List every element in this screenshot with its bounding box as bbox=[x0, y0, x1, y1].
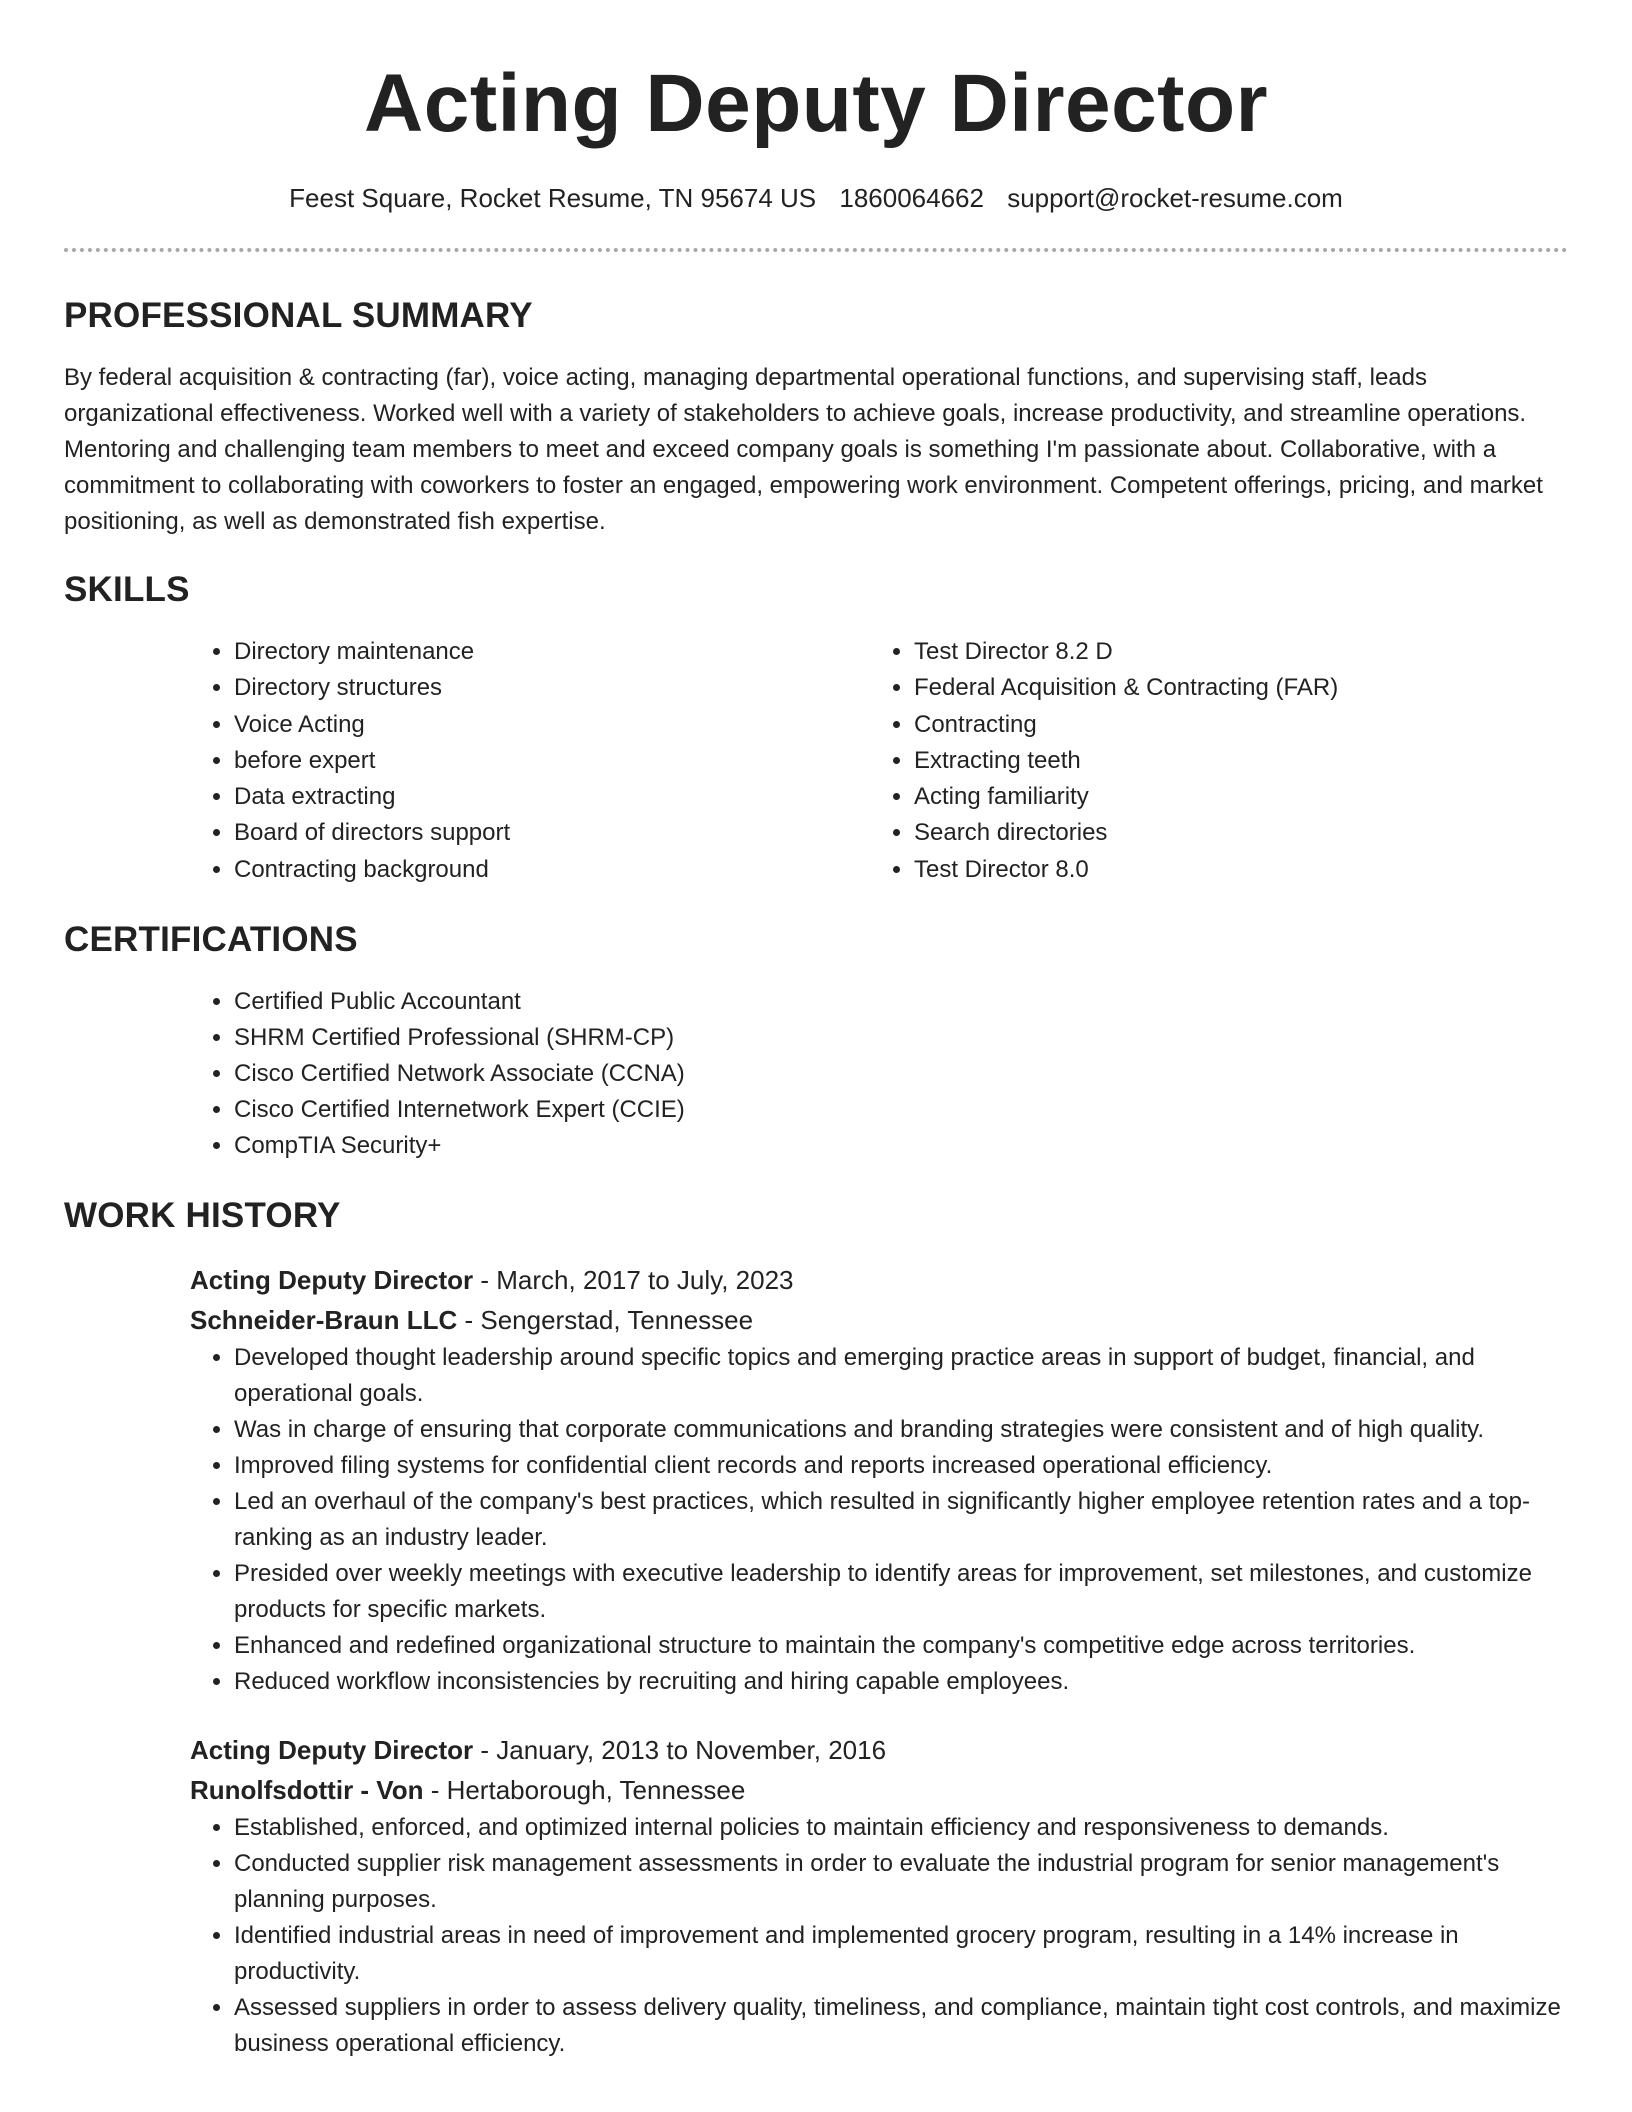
job-company-line bbox=[190, 1300, 1568, 1340]
candidate-name: Acting Deputy Director bbox=[364, 58, 1268, 149]
job-company-line bbox=[190, 1770, 1568, 1810]
list-item: • Conducted supplier risk management assessments in order to evaluate the industrial program for senior management's planning purposes. bbox=[234, 1846, 1568, 1918]
skills-column-left bbox=[190, 634, 870, 888]
list-item: • Led an overhaul of the company's best practices, which resulted in significantly higher employee retention rates and a top-ranking as an industry leader. bbox=[234, 1484, 1568, 1556]
list-item: • Federal Acquisition & Contracting (FAR) bbox=[914, 670, 1550, 706]
list-item: • Cisco Certified Network Associate (CCNA) bbox=[234, 1056, 1568, 1092]
list-item: • Reduced workflow inconsistencies by recruiting and hiring capable employees. bbox=[234, 1664, 1568, 1700]
list-item: • Identified industrial areas in need of improvement and implemented grocery program, resulting in a 14% increase in productivity. bbox=[234, 1918, 1568, 1990]
list-item: • Improved filing systems for confidential client records and reports increased operational efficiency. bbox=[234, 1448, 1568, 1484]
job-company: Runolfsdottir - Von bbox=[190, 1775, 424, 1806]
list-item: • Directory maintenance bbox=[234, 634, 870, 670]
list-item: • Contracting bbox=[914, 707, 1550, 743]
header-divider bbox=[64, 248, 1568, 252]
job-role: Acting Deputy Director bbox=[190, 1265, 474, 1296]
skills-list-right bbox=[870, 634, 1550, 888]
list-item: • Voice Acting bbox=[234, 707, 870, 743]
list-item: • before expert bbox=[234, 743, 870, 779]
job-location: - Hertaborough, Tennessee bbox=[423, 1775, 746, 1806]
job-company: Schneider-Braun LLC bbox=[190, 1305, 458, 1336]
list-item: • Extracting teeth bbox=[914, 743, 1550, 779]
certifications-title: CERTIFICATIONS bbox=[64, 920, 358, 960]
job-bullets bbox=[190, 1810, 1568, 2062]
list-item: • Acting familiarity bbox=[914, 779, 1550, 815]
skills-title: SKILLS bbox=[64, 570, 190, 609]
list-item: • Assessed suppliers in order to assess delivery quality, timeliness, and compliance, maintain tight cost controls, and maximize business operational efficiency. bbox=[234, 1990, 1568, 2062]
job-bullets bbox=[190, 1340, 1568, 1700]
list-item: • Test Director 8.0 bbox=[914, 852, 1550, 888]
list-item: • Developed thought leadership around specific topics and emerging practice areas in support of budget, financial, and operational goals. bbox=[234, 1340, 1568, 1412]
list-item: • Board of directors support bbox=[234, 815, 870, 851]
job-dates: - March, 2017 to July, 2023 bbox=[473, 1265, 794, 1296]
certifications-list bbox=[190, 984, 1568, 1164]
work-history-section bbox=[64, 1196, 1568, 2062]
contact-address: Feest Square, Rocket Resume, TN 95674 US bbox=[289, 183, 817, 213]
list-item: • CompTIA Security+ bbox=[234, 1128, 1568, 1164]
job-entry bbox=[190, 1730, 1568, 2062]
summary-section bbox=[64, 296, 1568, 540]
job-entry bbox=[190, 1260, 1568, 1700]
work-history-title: WORK HISTORY bbox=[64, 1196, 341, 1236]
skills-list-left bbox=[190, 634, 870, 888]
skills-column-right bbox=[870, 634, 1550, 888]
list-item: • Certified Public Accountant bbox=[234, 984, 1568, 1020]
list-item: • Contracting background bbox=[234, 852, 870, 888]
list-item: • Cisco Certified Internetwork Expert (CCIE) bbox=[234, 1092, 1568, 1128]
skills-section bbox=[64, 570, 1568, 888]
job-title-line bbox=[190, 1260, 1568, 1300]
list-item: • Presided over weekly meetings with executive leadership to identify areas for improvement, set milestones, and customize products for specific markets. bbox=[234, 1556, 1568, 1628]
contact-phone: 1860064662 bbox=[839, 183, 984, 213]
certifications-list-wrap bbox=[190, 984, 1568, 1164]
summary-text: By federal acquisition & contracting (far), voice acting, managing departmental operational functions, and supervising staff, leads organizational effectiveness. Worked well with a variety of stakeholders to achieve goals, increase productivity, and streamline operations. Mentoring and challenging team members to meet and exceed company goals is something I'm passionate about. Collaborative, with a commitment to collaborating with coworkers to foster an engaged, empowering work environment. Competent offerings, pricing, and market positioning, as well as demonstrated fish expertise. bbox=[64, 364, 1543, 535]
job-location: - Sengerstad, Tennessee bbox=[457, 1305, 754, 1336]
job-role: Acting Deputy Director bbox=[190, 1735, 474, 1766]
job-title-line bbox=[190, 1730, 1568, 1770]
list-item: • Established, enforced, and optimized internal policies to maintain efficiency and responsiveness to demands. bbox=[234, 1810, 1568, 1846]
summary-title: PROFESSIONAL SUMMARY bbox=[64, 296, 533, 335]
list-item: • Was in charge of ensuring that corporate communications and branding strategies were consistent and of high quality. bbox=[234, 1412, 1568, 1448]
list-item: • Test Director 8.2 D bbox=[914, 634, 1550, 670]
contact-line bbox=[64, 150, 1568, 214]
skills-grid bbox=[190, 634, 1568, 888]
job-dates: - January, 2013 to November, 2016 bbox=[473, 1735, 887, 1766]
list-item: • Data extracting bbox=[234, 779, 870, 815]
list-item: • Directory structures bbox=[234, 670, 870, 706]
list-item: • Search directories bbox=[914, 815, 1550, 851]
certifications-section bbox=[64, 920, 1568, 1164]
contact-email[interactable]: support@rocket-resume.com bbox=[1007, 183, 1343, 213]
list-item: • Enhanced and redefined organizational structure to maintain the company's competitive edge across territories. bbox=[234, 1628, 1568, 1664]
list-item: • SHRM Certified Professional (SHRM-CP) bbox=[234, 1020, 1568, 1056]
